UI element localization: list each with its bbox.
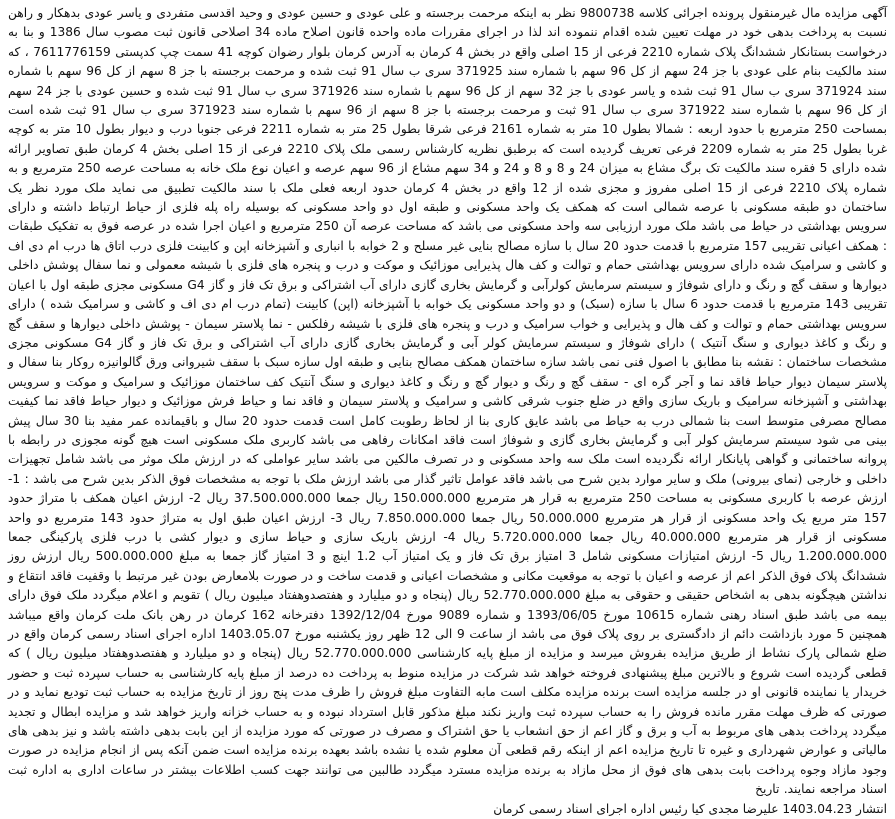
notice-body-text: آگهی مزایده مال غیرمنقول پرونده اجرائی کلاسه 9800738 نظر به اینکه مرحمت برجسته و علی عودی و حسین عودی و وحید اقدسی متفردی و یاسر عودی بدهکار و راهن نسبت به پرداخت بدهی خود در مهلت تعیین شده اقدام ننموده اند لذا در اجرای مقررات ماده واحده قانون اصلاح ماده 34 اصلاحی قانون ثبت مصوب سال 1386 و بنا به درخواست بستانکار ششدانگ پلاک شماره 2210 فرعی از 15 اصلی واقع در بخش 4 کرمان به آدرس کرمان بلوار رضوان کوچه 41 سمت چپ کدپستی 7611776159 ، که سند مالکیت بنام علی عودی با جز 24 سهم از کل 96 سهم با شماره سند 371925 سری ب سال 91 ثبت شده و مرحمت برجسته با جز 8 سهم از کل 96 سهم با شماره سند 371924 سری ب سال 91 ثبت شده و یاسر عودی با جز 32 سهم از کل 96 سهم با شماره سند 371926 سری ب سال 91 ثبت شده و حسین عودی با جز 24 سهم از کل 96 سهم با شماره سند 371922 سری ب سال 91 ثبت و مرحمت برجسته با جز 8 سهم از 96 سهم با شماره سند 371923 سری ب سال 91 ثبت شده است بمساحت 250 مترمربع با حدود اربعه : شمالا بطول 10 متر به شماره 2161 فرعی شرقا بطول 25 متر به شماره 2211 فرعی جنوبا درب و دیوار بطول 10 متر به کوچه غربا بطول 25 متر به شماره 2209 فرعی تعریف گردیده است که برطبق نظریه کارشناس رسمی ملک پلاک 2210 فرعی از 15 اصلی بخش 4 کرمان طبق تصاویر ارائه شده دارای 5 فقره سند مالکیت تک برگ مشاع به میزان 24 و 8 و 8 و 24 و 34 سهم مشاع از 96 سهم عرصه و اعیان نوع ملک خانه به مساحت عرصه 250 مترمربع و به شماره پلاک 2210 فرعی از 15 اصلی مفروز و مجزی شده از 12 واقع در بخش 4 کرمان حدود اربعه فعلی ملک با سند مالکیت تطبیق می نماید ملک مورد نظر یک ساختمان دو طبقه مسکونی با عرصه شمالی است که همکف یک واحد مسکونی و طبقه اول دو واحد مسکونی که بوسیله راه پله فلزی از حیاط ارتباط داشته و دارای سرویس بهداشتی در حیاط می باشد ملک مورد ارزیابی سه واحد مسکونی می باشد که مساحت عرصه آن 250 مترمربع و اعیان اجرا شده در عرصه فوق به تفکیک طبقات : همکف اعیانی تقریبی 157 مترمربع با قدمت حدود 20 سال با سازه مصالح بنایی غیر مسلح و 2 خوابه با انباری و آشپزخانه اپن و کابینت فلزی درب اتاق ها درب ام دی اف و کاشی و سرامیک شده دارای سرویس بهداشتی حمام و توالت و کف هال پذیرایی موزائیک و موکت و درب و پنجره های فلزی با شیشه معمولی و نما سفال پوشش داخلی دیوارها و سقف گچ و رنگ و دارای شوفاژ و سیستم سرمایش کولرآبی و گرمایش بخاری گازی دارای آب اشتراکی و برق تک فاز و گاز G4 مسکونی مجزی طبقه اول با اعیان تقریبی 143 مترمربع با قدمت حدود 6 سال با سازه (سبک) و دو واحد مسکونی یک خوابه با آشپزخانه (اپن) کابینت (تمام درب ام دی اف و کاشی و سرامیک شده ) دارای سرویس بهداشتی حمام و توالت و کف هال و پذیرایی و خواب سرامیک و درب و پنجره های فلزی با شیشه رفلکس - نما پلاستر سیمان - پوشش داخلی دیوارها و سقف گچ و رنگ و کاغذ دیواری و سنگ آنتیک ) دارای شوفاژ و سیستم سرمایش کولر آبی و گرمایش بخاری گازی دارای آب اشتراکی و برق تک فاز و گاز G4 مسکونی مجزی مشخصات ساختمان : نقشه بنا مطابق با اصول فنی نمی باشد سازه ساختمان همکف مصالح بنایی و طبقه اول سازه سبک با سقف شیروانی ورق گالوانیزه روکار بنا سفال و پلاستر سیمان دیوار حیاط فاقد نما و آجر گره ای - سقف گچ و رنگ و دیوار گچ و رنگ و کاغذ دیواری و سنگ آنتیک کف ساختمان موزائیک و سرامیک و موکت و سرویس بهداشتی و آشپزخانه سرامیک و باریک سازی واقع در ضلع جنوب شرقی کاشی و سرامیک و پلاستر سیمان و فاقد نما و حیاط فرش موزائیک و دیوار حیاط فاقد نما کیفیت مصالح مصرفی متوسط است بنا شمالی درب به حیاط می باشد عایق کاری بنا از لحاظ رطوبت کامل است قدمت حدود 20 سال و باقیمانده عمر مفید بنا 30 سال پیش بینی می شود سیستم سرمایش کولر آبی و گرمایش بخاری گازی و شوفاژ است فاقد امکانات رفاهی می باشد کاربری ملک مسکونی است هیچ گونه مجوزی در رابطه با پروانه ساختمانی و گواهی پایانکار ارائه نگردیده است ملک سه واحد مسکونی و در تصرف مالکین می باشد سایر عواملی که در ارزش ملک موثر می باشد شامل تجهیزات داخلی و خارجی (نمای بیرونی) ملک و سایر موارد بدین شرح می باشد فاقد عوامل تاثیر گذار می باشد ارزش ملک با توجه به مشخصات فوق الذکر بدین شرح می باشد : 1- ارزش عرصه با کاربری مسکونی به مساحت 250 مترمربع به قرار هر مترمربع 150.000.000 ریال جمعا 37.500.000.000 ریال 2- ارزش اعیان همکف با متراژ حدود 157 متر مربع یک واحد مسکونی از قرار هر مترمربع 50.000.000 ریال جمعا 7.850.000.000 ریال 3- ارزش اعیان طبق اول به متراژ حدود 143 مترمربع دو واحد مسکونی از قرار هر مترمربع 40.000.000 ریال جمعا 5.720.000.000 ریال 4- ارزش باریک سازی و حیاط سازی و دیوار کشی با درب فلزی پارکینگی جمعا 1.200.000.000 ریال 5- ارزش امتیازات مسکونی شامل 3 امتیاز برق تک فاز و یک امتیاز آب 1.2 اینچ و 3 امتیاز گاز جمعا به مبلغ 500.000.000 ریال ارزش روز ششدانگ پلاک فوق الذکر اعم از عرصه و اعیان با توجه به موقعیت مکانی و مشخصات اعیانی و قدمت ساخت و در صورت بلامعارض بودن غیر مرتبط با وقفیت فاقد انتقاع و نداشتن هیچگونه بدهی به اشخاص حقیقی و حقوقی به مبلغ 52.770.000.000 ریال (پنجاه و دو میلیارد و هفتصدوهفتاد میلیون ریال ) تقویم و اعلام میگردد ملک فوق دارای بیمه می باشد طبق اسناد رهنی شماره 10615 مورخ 1393/06/05 و شماره 9089 مورخ 1392/12/04 دفترخانه 162 کرمان در رهن بانک ملت کرمان واقع میباشد همچنین 5 مورد بازداشت دائم از دادگستری بر روی پلاک فوق می باشد از ساعت 9 الی 12 ظهر روز یکشنبه مورخ 1403.05.07 اداره اجرای اسناد رسمی کرمان واقع در ضلع شمالی پارک نشاط از طریق مزایده بفروش میرسد و مزایده از مبلغ پایه کارشناسی 52.770.000.000 ریال (پنجاه و دو میلیارد و هفتصدوهفتاد میلیون ریال ) که قطعی گردیده است شروع و بالاترین مبلغ پیشنهادی فروخته خواهد شد شرکت در مزایده منوط به پرداخت ده درصد از مبلغ پایه کارشناسی به حساب سپرده ثبت و حضور خریدار یا نماینده قانونی او در جلسه مزایده است برنده مزایده مکلف است مابه التفاوت مبلغ فروش را ظرف مدت پنج روز از تاریخ مزایده به حساب ثبت تودیع نماید و در صورتی که ظرف مهلت مقرر مانده فروش را به حساب سپرده ثبت واریز نکند مبلغ مذکور قابل استرداد نبوده و به حساب خزانه واریز خواهد شد و مزایده ابطال و تجدید میگردد پرداخت بدهی های مربوط به آب و برق و گاز اعم از حق انشعاب یا حق اشتراک و مصرف در صورتی که مورد مزایده از این بابت بدهی داشته باشد و نیز بدهی های مالیاتی و عوارض شهرداری و غیره تا تاریخ مزایده اعم از اینکه رقم قطعی آن معلوم شده یا نشده باشد بعهده برنده مزایده است ضمن آنکه پس از انجام مزایده در صورت وجود مازاد وجوه پرداخت بابت بدهی های فوق از محل مازاد به برنده مزایده مسترد میگردد طالبین می توانند جهت کسب اطلاعات بیشتر در ساعات اداری به اداره ثبت اسناد مراجعه نمایند. تاریخ xyxy=(8,6,888,797)
notice-signature-line: انتشار 1403.04.23 علیرضا مجدی کیا رئیس اداره اجرای اسناد رسمی کرمان xyxy=(493,801,887,816)
